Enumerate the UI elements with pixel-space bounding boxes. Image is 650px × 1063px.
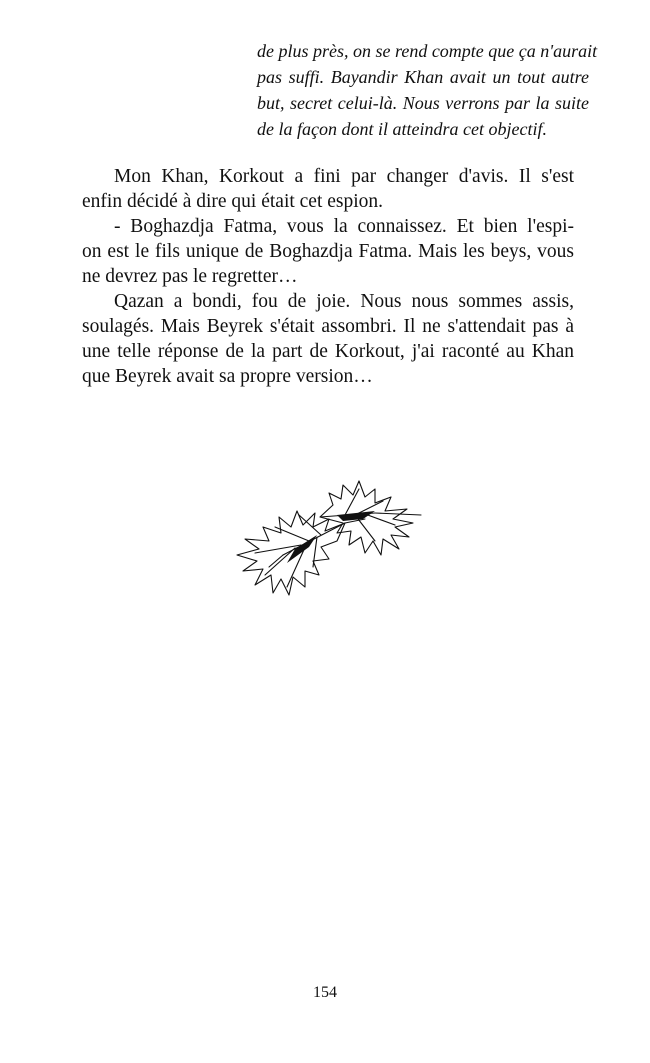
page-number: 154 [313,984,337,1001]
body-line: Qazan a bondi, fou de joie. Nous nous sommes assis, [114,291,574,312]
body-line: - Boghazdja Fatma, vous la connaissez. Et bien l'espi- [114,216,574,237]
body-line: Mon Khan, Korkout a fini par changer d'avis. Il s'est [114,166,574,187]
body-line: enfin décidé à dire qui était cet espion. [82,191,384,212]
body-line: une telle réponse de la part de Korkout, j'ai raconté au Khan [82,341,574,362]
epigraph-line: de la façon dont il atteindra cet objectif. [257,119,547,139]
epigraph-line: de plus près, on se rend compte que ça n'aurait [257,41,598,61]
epigraph-line: pas suffi. Bayandir Khan avait un tout autre [257,67,589,87]
body-line: que Beyrek avait sa propre version… [82,366,373,387]
body-text [82,164,574,389]
body-line: soulagés. Mais Beyrek s'était assombri. Il ne s'attendait pas à [82,316,574,337]
body-line: ne devrez pas le regretter… [82,266,298,287]
body-line: on est le fils unique de Boghazdja Fatma. Mais les beys, vous [82,241,574,262]
leaf-ornament-icon [225,475,450,605]
epigraph-line: but, secret celui-là. Nous verrons par la suite [257,93,589,113]
epigraph-block [257,38,598,142]
